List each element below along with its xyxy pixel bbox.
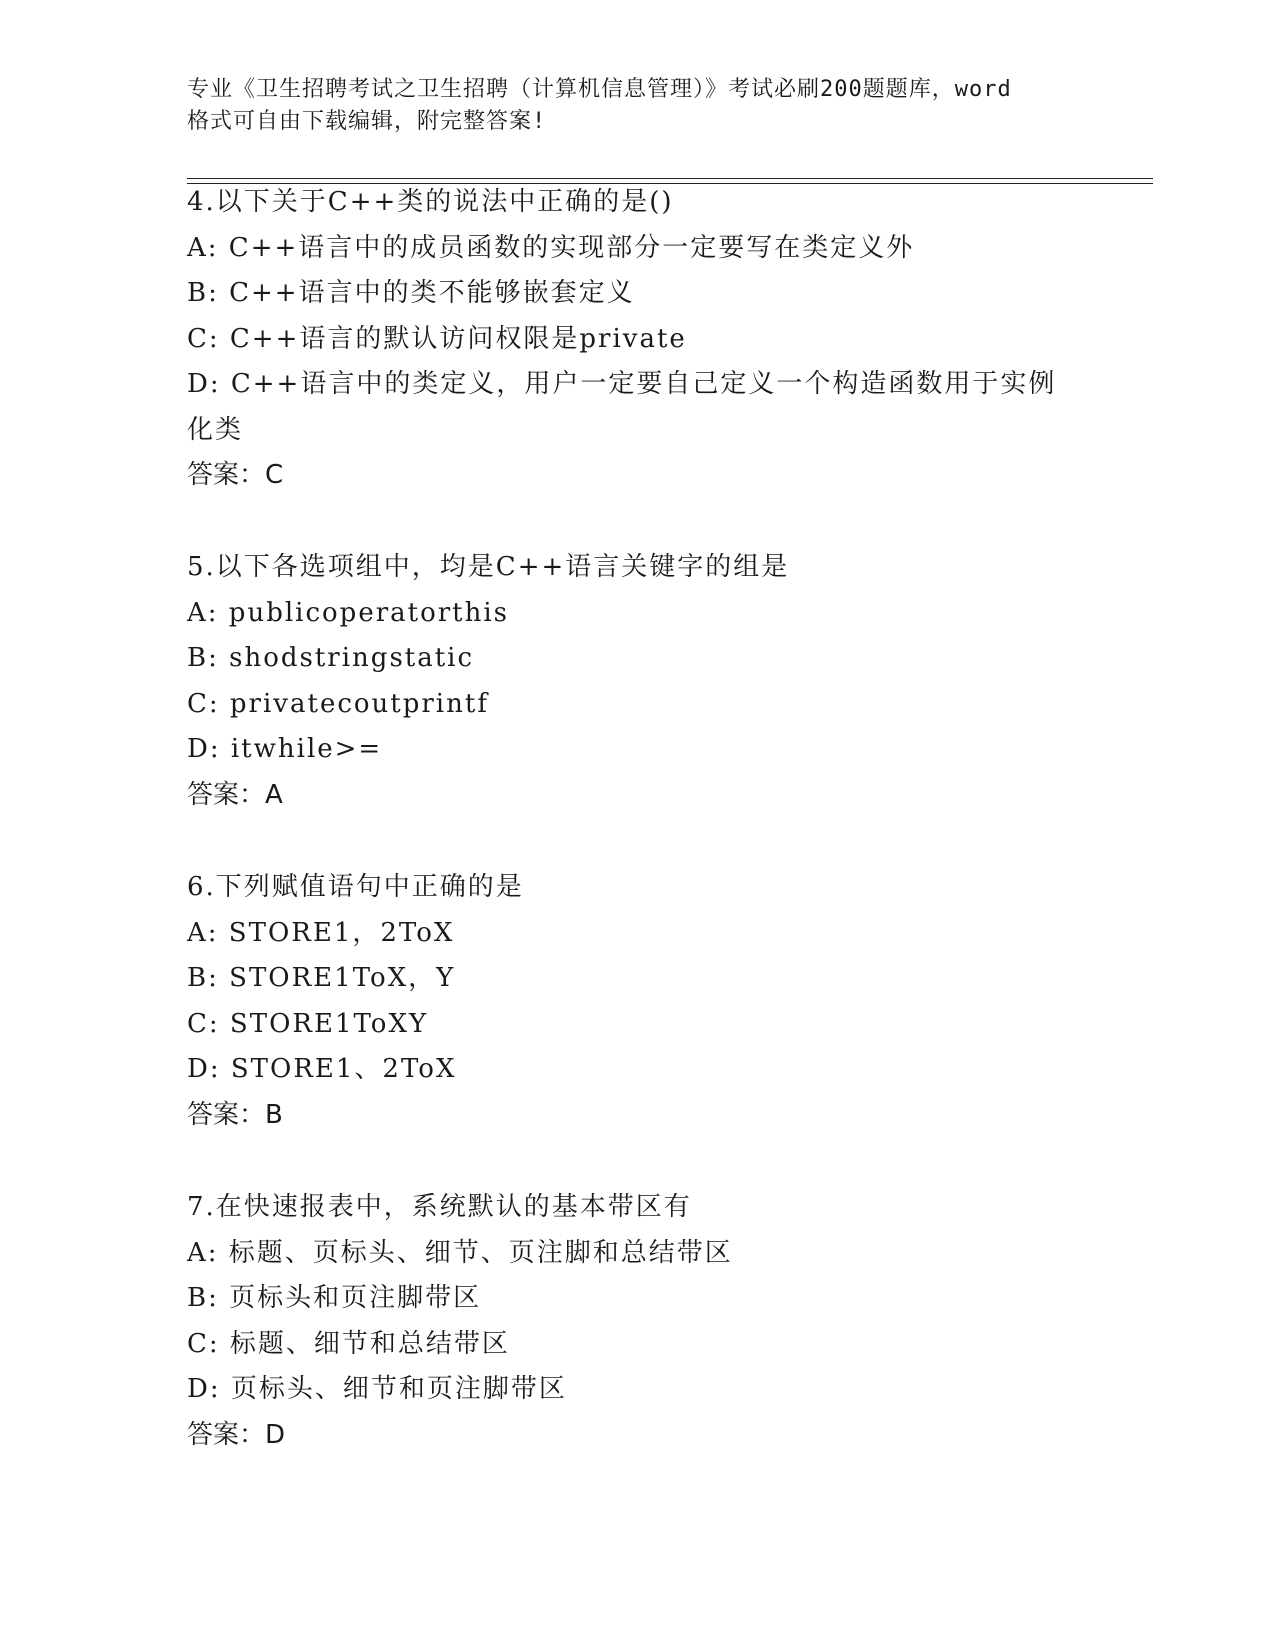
question-stem: 6.下列赋值语句中正确的是 (187, 872, 524, 902)
answer-label: 答案： (187, 779, 266, 810)
question-stem: 4.以下关于C++类的说法中正确的是() (187, 187, 674, 217)
answer-label: 答案： (187, 460, 266, 490)
answer-line (187, 1093, 1107, 1139)
answer-value: D (265, 1419, 286, 1450)
option-d-continuation: 化类 (187, 414, 244, 445)
option-a: A: STORE1，2ToX (187, 917, 455, 948)
question-4 (187, 180, 1107, 499)
question-7 (187, 1185, 1107, 1458)
question-stem: 5.以下各选项组中，均是C++语言关键字的组是 (187, 552, 790, 582)
option-b: B: C++语言中的类不能够嵌套定义 (187, 278, 635, 308)
answer-line (187, 1413, 1107, 1459)
header-line-2: 格式可自由下载编辑，附完整答案! (187, 109, 547, 134)
answer-line (187, 773, 1107, 819)
option-a: A: C++语言中的成员函数的实现部分一定要写在类定义外 (187, 232, 915, 263)
option-b: B: 页标头和页注脚带区 (187, 1283, 482, 1313)
document-header (187, 74, 1107, 138)
option-d: D: 页标头、细节和页注脚带区 (187, 1374, 567, 1404)
option-c: C: C++语言的默认访问权限是private (187, 323, 687, 354)
header-line-1: 专业《卫生招聘考试之卫生招聘（计算机信息管理）》考试必刷200题题库，word (187, 77, 1012, 102)
option-b: B: shodstringstatic (187, 643, 475, 673)
question-6 (187, 865, 1107, 1138)
option-c: C: 标题、细节和总结带区 (187, 1328, 510, 1359)
option-a: A: publicoperatorthis (187, 597, 510, 628)
option-d: D: STORE1、2ToX (187, 1054, 457, 1084)
option-c: C: STORE1ToXY (187, 1008, 429, 1039)
option-c: C: privatecoutprintf (187, 688, 489, 719)
answer-line (187, 453, 1107, 499)
answer-label: 答案： (187, 1099, 266, 1130)
option-a: A: 标题、页标头、细节、页注脚和总结带区 (187, 1237, 733, 1268)
header-divider-top (187, 178, 1153, 179)
answer-value: C (265, 460, 284, 490)
question-5 (187, 545, 1107, 818)
option-b: B: STORE1ToX，Y (187, 963, 456, 993)
option-d: D: C++语言中的类定义，用户一定要自己定义一个构造函数用于实例 (187, 369, 1057, 399)
answer-value: B (265, 1099, 283, 1130)
option-d: D: itwhile>= (187, 734, 383, 764)
answer-label: 答案： (187, 1419, 266, 1450)
answer-value: A (265, 779, 283, 810)
question-stem: 7.在快速报表中，系统默认的基本带区有 (187, 1192, 692, 1222)
